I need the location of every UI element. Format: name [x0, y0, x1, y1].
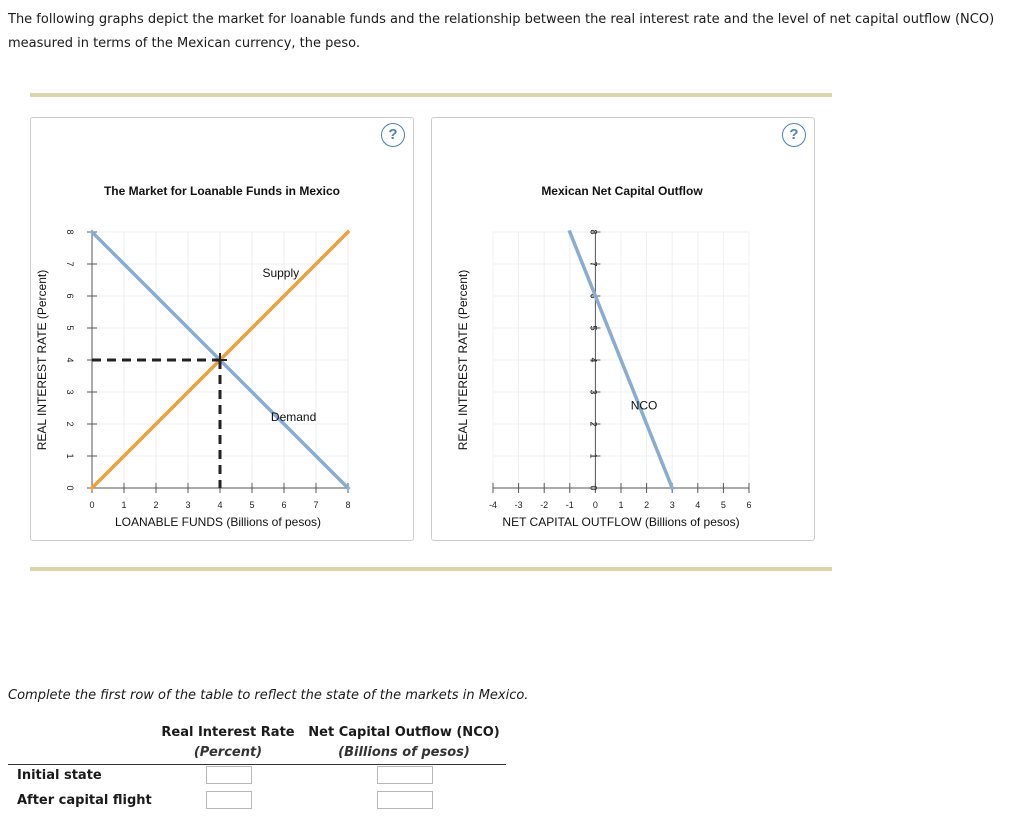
after-nco-input[interactable]	[377, 791, 433, 809]
x-tick-label: 2	[153, 500, 159, 510]
help-icon[interactable]: ?	[381, 123, 405, 147]
x-tick-label: 1	[121, 500, 127, 510]
initial-rate-input[interactable]	[206, 766, 252, 784]
y-tick-label: 6	[65, 293, 75, 299]
col-header-rate: Real Interest Rate	[161, 725, 295, 740]
y-tick-label: 5	[588, 325, 599, 331]
y-tick-label: 3	[65, 389, 75, 395]
x-tick-label: 5	[249, 500, 255, 510]
x-tick-label: -2	[540, 500, 549, 510]
y-tick-label: 8	[65, 229, 75, 235]
y-tick-label: 1	[65, 453, 75, 459]
col-unit-rate: (Percent)	[193, 745, 263, 760]
intro-text: The following graphs depict the market for loanable funds and the relationship between the real interest rate and the level of net capital outflow (NCO) measured in terms of the Mexican currency, the peso.	[8, 12, 995, 51]
x-tick-label: 6	[746, 500, 752, 510]
x-tick-label: -1	[565, 500, 574, 510]
y-tick-label: 4	[588, 357, 599, 363]
nco-chart	[456, 184, 752, 529]
y-tick-label: 6	[588, 293, 599, 299]
x-tick-label: 0	[89, 500, 95, 510]
chart-title: The Market for Loanable Funds in Mexico	[103, 184, 341, 198]
y-tick-label: 2	[65, 421, 75, 427]
x-tick-label: 5	[720, 500, 726, 510]
x-tick-label: 2	[644, 500, 650, 510]
y-tick-label: 7	[65, 261, 75, 267]
y-axis-label: REAL INTEREST RATE (Percent)	[35, 269, 49, 451]
y-tick-label: 0	[588, 485, 599, 491]
y-tick-label: 5	[65, 325, 75, 331]
nco-label: NCO	[630, 398, 658, 413]
x-tick-label: 7	[313, 500, 319, 510]
x-tick-label: 3	[669, 500, 675, 510]
y-tick-label: 1	[588, 453, 599, 459]
row-label-after: After capital flight	[17, 793, 152, 808]
x-tick-label: -4	[488, 500, 498, 510]
help-icon[interactable]: ?	[782, 123, 806, 147]
table-header-rule	[8, 764, 506, 765]
y-tick-label: 8	[588, 229, 599, 235]
x-tick-label: 4	[217, 500, 223, 510]
chart-title: Mexican Net Capital Outflow	[541, 184, 703, 198]
x-axis-label: NET CAPITAL OUTFLOW (Billions of pesos)	[502, 515, 740, 529]
bottom-divider	[30, 567, 832, 571]
question-prompt: Complete the first row of the table to reflect the state of the markets in Mexico.	[8, 688, 529, 703]
y-tick-label: 4	[65, 357, 75, 363]
col-header-nco: Net Capital Outflow (NCO)	[308, 725, 500, 740]
x-tick-label: 4	[695, 500, 701, 510]
demand-label: Demand	[270, 409, 317, 424]
after-rate-input[interactable]	[206, 791, 252, 809]
y-tick-label: 0	[65, 485, 75, 491]
col-unit-nco: (Billions of pesos)	[338, 745, 470, 760]
x-tick-label: 3	[185, 500, 191, 510]
y-tick-label: 3	[588, 389, 599, 395]
supply-label: Supply	[262, 265, 300, 280]
x-axis-label: LOANABLE FUNDS (Billions of pesos)	[114, 515, 322, 529]
x-tick-label: 0	[592, 500, 598, 510]
y-tick-label: 2	[588, 421, 599, 427]
loanable-funds-chart	[35, 184, 351, 529]
y-tick-label: 7	[588, 261, 599, 267]
initial-nco-input[interactable]	[377, 766, 433, 784]
row-label-initial: Initial state	[17, 768, 102, 783]
x-tick-label: -3	[514, 500, 523, 510]
y-axis-label: REAL INTEREST RATE (Percent)	[456, 269, 470, 451]
x-tick-label: 6	[281, 500, 287, 510]
x-tick-label: 8	[345, 500, 351, 510]
x-tick-label: 1	[618, 500, 624, 510]
